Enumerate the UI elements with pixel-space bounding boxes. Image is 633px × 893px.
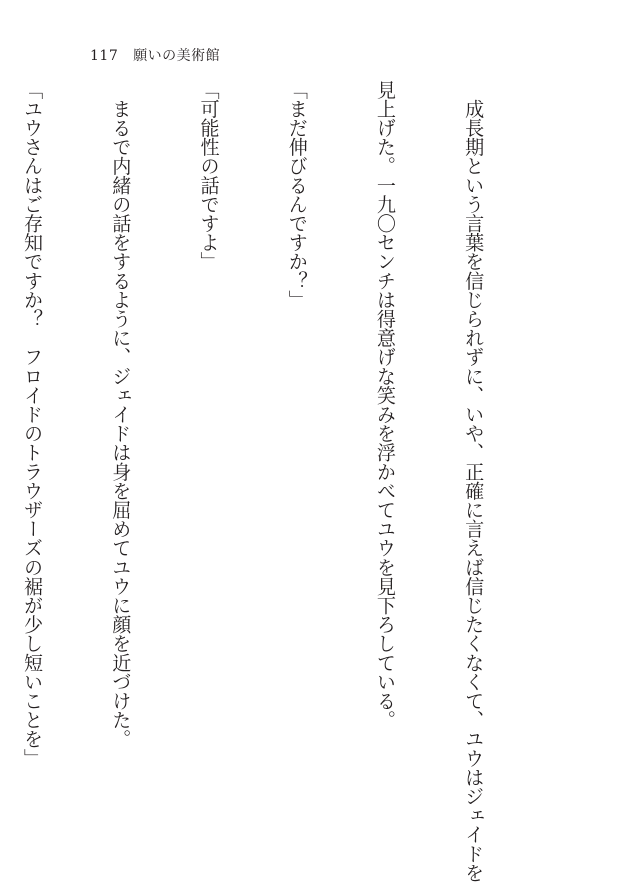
text-line: 成長期という言葉を信じられずに、いや、正確に言えば信じたくなくて、ユウはジェイドを [462, 80, 486, 883]
text-line: まるで内緒の話をするように、ジェイドは身を屈めてユウに顔を近づけた。 [109, 80, 133, 749]
text-line: 「ユウさんはご存知ですか？ フロイドのトラウザーズの裾が少し短いことを」 [21, 80, 45, 768]
body-text [21, 80, 547, 883]
chapter-title: 願いの美術館 [133, 48, 221, 64]
text-line: 「可能性の話ですよ」 [197, 80, 221, 271]
text-line: 見上げた。一九〇センチは得意げな笑みを浮かべてユウを見下ろしている。 [373, 80, 397, 730]
running-header [90, 47, 220, 65]
page-number: 117 [90, 48, 119, 64]
text-line: 「まだ伸びるんですか？」 [285, 80, 309, 310]
